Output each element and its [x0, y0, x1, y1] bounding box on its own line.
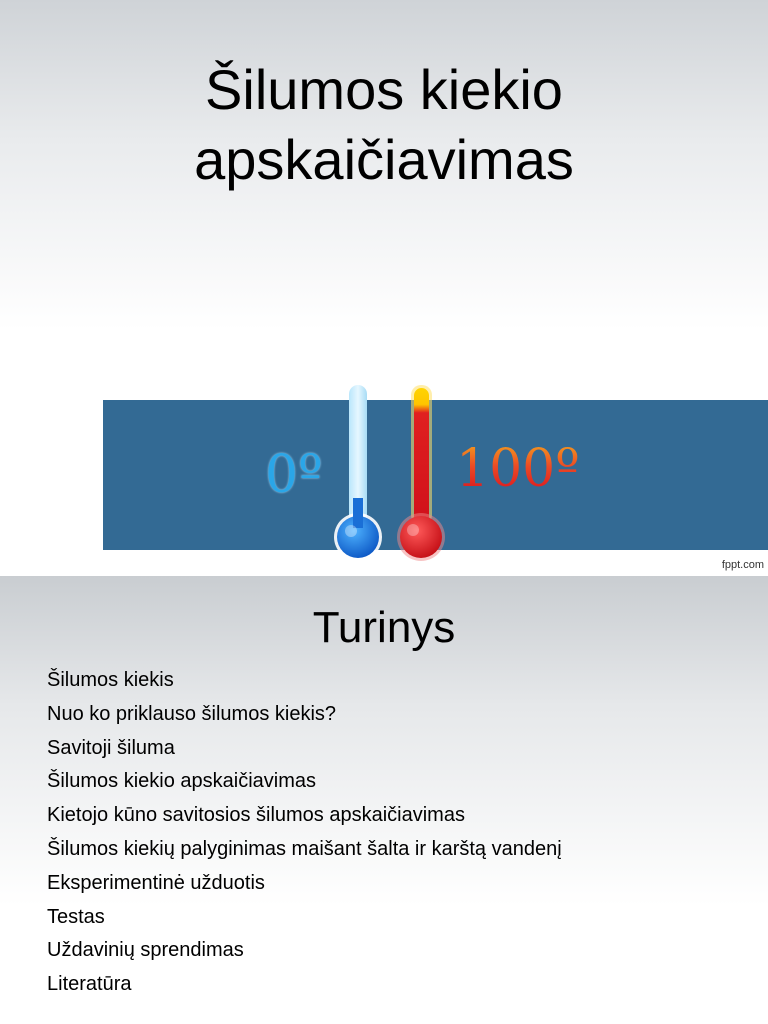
- contents-item: Nuo ko priklauso šilumos kiekis?: [47, 702, 337, 725]
- contents-item: Savitoji šiluma: [47, 736, 175, 759]
- contents-item: Testas: [47, 905, 105, 928]
- cold-temperature-label: 0º: [265, 445, 323, 505]
- cold-thermometer-icon: [334, 385, 382, 561]
- hot-temperature-label: 100º: [456, 439, 580, 499]
- contents-item: Šilumos kiekis: [47, 669, 174, 691]
- hot-thermometer-icon: [397, 385, 445, 561]
- contents-item: Šilumos kiekių palyginimas maišant šalta ir karštą vandenį: [47, 837, 562, 860]
- contents-item: Literatūra: [47, 973, 132, 996]
- title-line-1: Šilumos kiekio: [205, 58, 563, 121]
- title-line-2: apskaičiavimas: [194, 128, 574, 191]
- contents-title: Turinys: [312, 603, 456, 652]
- contents-item: Šilumos kiekio apskaičiavimas: [47, 770, 316, 793]
- watermark: fppt.com: [721, 559, 764, 571]
- contents-item: Uždavinių sprendimas: [47, 939, 244, 962]
- contents-list: [47, 664, 562, 1002]
- contents-item: Kietojo kūno savitosios šilumos apskaičiavimas: [47, 804, 465, 827]
- contents-item: Eksperimentinė užduotis: [47, 871, 265, 894]
